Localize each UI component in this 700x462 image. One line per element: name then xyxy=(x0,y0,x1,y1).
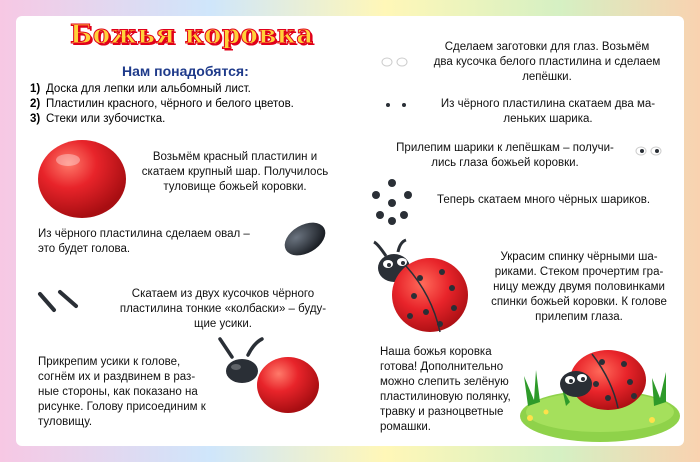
black-oval-image xyxy=(282,220,328,258)
step-pupils-text: Из чёрного пластилина скатаем два ма- леньких шарика. xyxy=(440,98,656,125)
step-attach-text: Прикрепим усики к голове, согнём их и раздвинем в раз- ные стороны, как показано на рисунке. Голову присоединим к туловищу. xyxy=(38,356,206,428)
pupil-balls-image xyxy=(384,100,410,110)
step-final-text: Наша божья коровка готова! Дополнительно можно слепить зелёную пластилиновую полянку, травку и разноцветные ромашки. xyxy=(380,346,511,433)
black-balls-image xyxy=(368,177,424,227)
step-decorate-text: Украсим спинку чёрными ша- риками. Стеком прочертим гра- ницу между двумя половинками спинки божьей коровки. К голове прилепим глаза. xyxy=(491,251,667,323)
list-item: 2) Пластилин красного, чёрного и белого цветов. xyxy=(30,98,294,110)
step-body-text: Возьмём красный пластилин и скатаем крупный шар. Получилось туловище божьей коровки. xyxy=(141,151,329,193)
red-ball-image xyxy=(38,138,126,220)
step-head-text: Из чёрного пластилина сделаем овал – это будет голова. xyxy=(38,228,250,255)
step-balls-text: Теперь скатаем много чёрных шариков. xyxy=(437,194,651,206)
red-ball-small-image xyxy=(256,356,320,414)
ladybug-decorated-image xyxy=(370,240,470,335)
antennae-sausages-image xyxy=(36,288,80,314)
list-item: 3) Стеки или зубочистка. xyxy=(30,113,166,125)
ladybug-meadow-image xyxy=(516,336,682,444)
page-title: Божья коровка xyxy=(70,20,314,50)
eyes-image xyxy=(634,144,664,158)
step-eyes-text: Прилепим шарики к лепёшкам – получи- лись глаза божьей коровки. xyxy=(396,142,614,169)
step-antennae-text: Скатаем из двух кусочков чёрного пластилина тонкие «колбаски» – буду- щие усики. xyxy=(119,288,327,330)
white-blanks-image xyxy=(380,55,410,69)
list-item: 1) Доска для лепки или альбомный лист. xyxy=(30,83,251,95)
step-eye-blanks-text: Сделаем заготовки для глаз. Возьмём два кусочка белого пластилина и сделаем лепёшки. xyxy=(433,41,661,83)
materials-heading: Нам понадобятся: xyxy=(122,63,249,79)
materials-list xyxy=(30,82,294,127)
